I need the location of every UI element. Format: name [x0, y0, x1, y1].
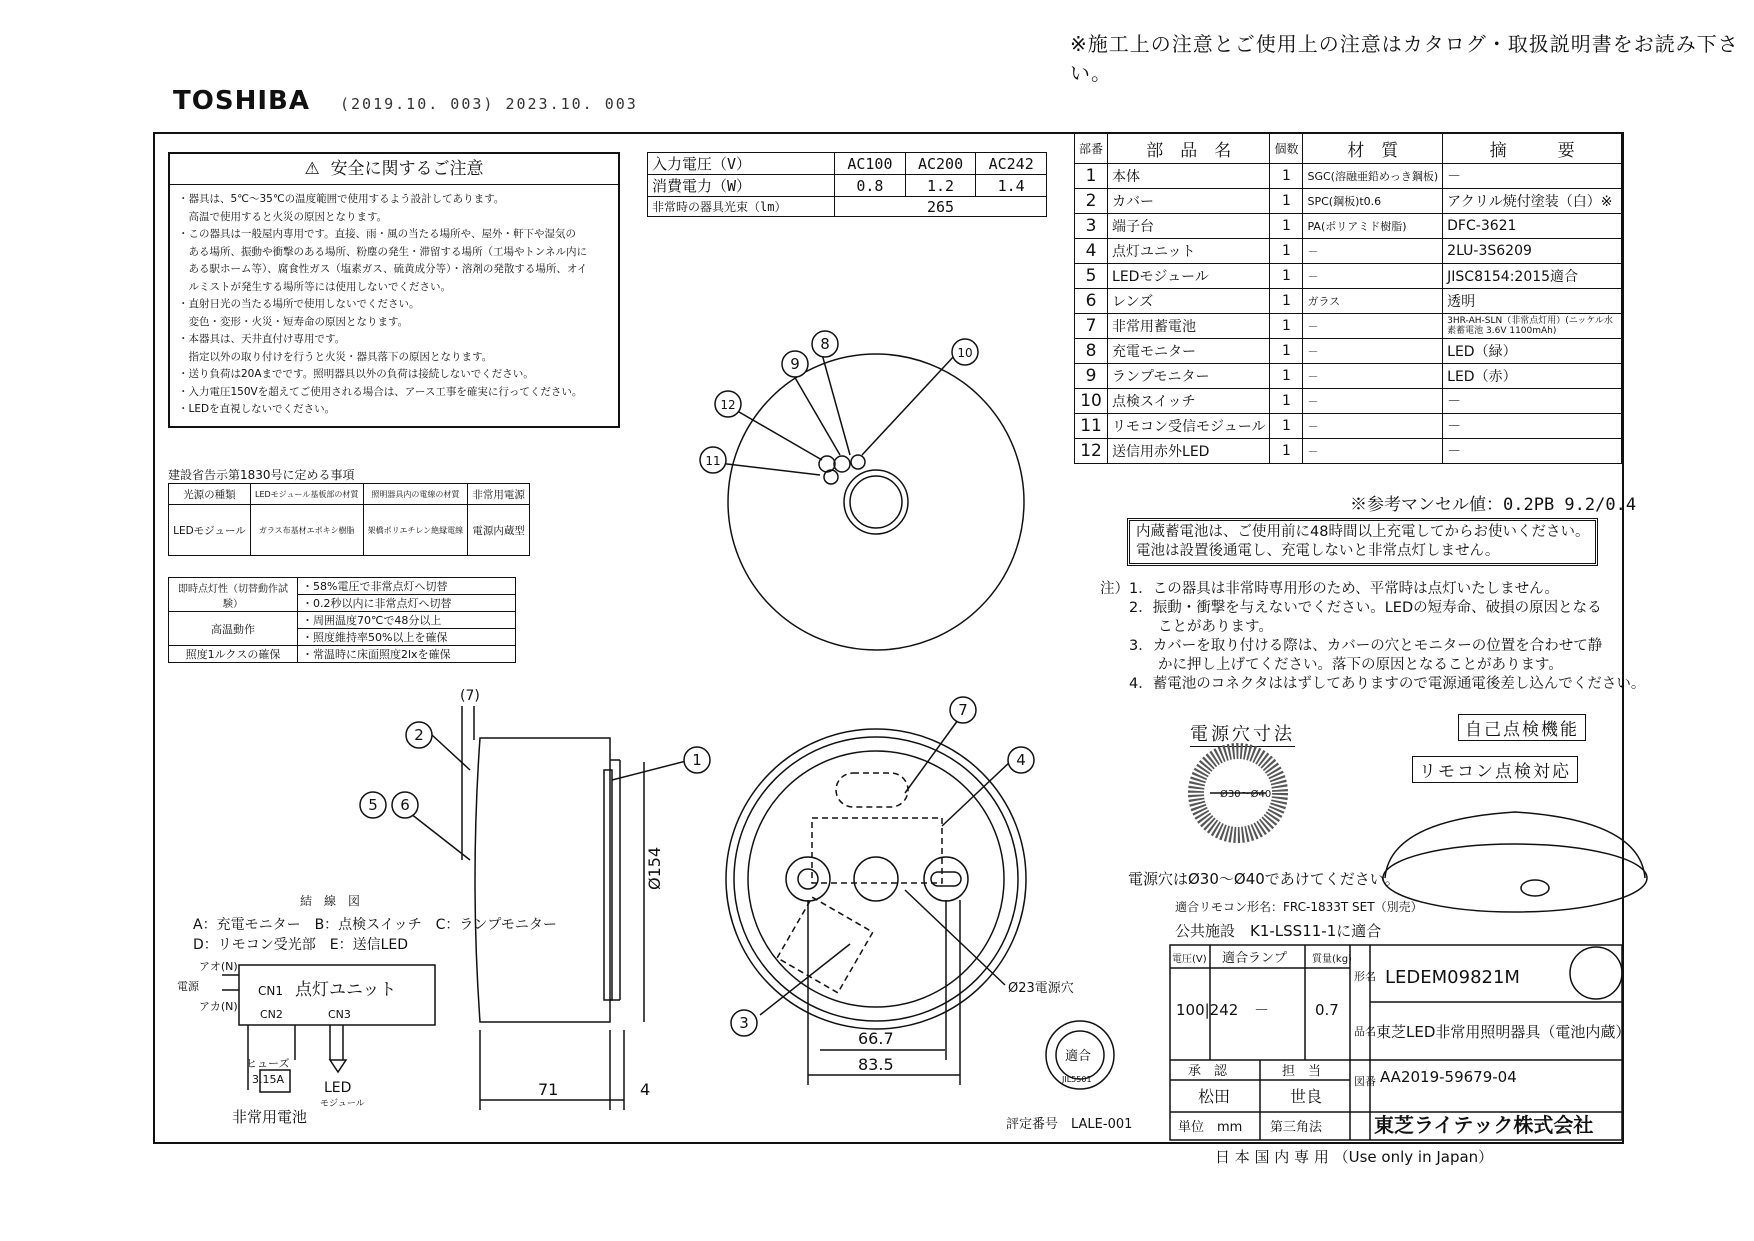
battery-notice: 内蔵蓄電池は、ご使用前に48時間以上充電してからお使いください。 電池は設置後通電し、充電しないと非常点灯しません。: [1127, 518, 1598, 566]
spec-row: 消費電力（W） 0.8 1.2 1.4: [648, 175, 1047, 197]
tb-unit: 単位 mm: [1178, 1120, 1243, 1135]
safety-line: ・送り負荷は20Aまでです。照明器具以外の負荷は接続しないでください。: [178, 368, 534, 380]
cert-ring: JIL5501: [1062, 1075, 1092, 1084]
callout-label-4: 4: [1016, 751, 1026, 769]
tb-charge: 担 当: [1282, 1064, 1322, 1079]
callout-label-2: 2: [414, 726, 424, 744]
tb-h-voltage: 電圧(V): [1172, 954, 1207, 965]
note-line: 2．振動・衝撃を与えないでください。LEDの短寿命、破損の原因となる: [1100, 600, 1602, 616]
callout-label-7: 7: [958, 701, 968, 719]
power-hole-note: 電源穴はØ30～Ø40であけてください。: [1128, 870, 1400, 888]
wire-source: 電源: [177, 980, 199, 993]
remote-model: 適合リモコン形名：FRC-1833T SET（別売）: [1175, 900, 1423, 914]
parts-row: 3 端子台 1 PA(ポリアミド樹脂) DFC-3621: [1075, 214, 1622, 239]
dim-7: (7): [460, 688, 480, 704]
safety-line: 変色・変形・火災・短寿命の原因となります。: [178, 315, 409, 328]
wire-fuse-rating: 3.15A: [252, 1073, 285, 1086]
dim-154: Ø154: [645, 846, 664, 890]
tb-h-lamp: 適合ランプ: [1222, 951, 1288, 966]
tb-voltage: 100|242: [1176, 1001, 1239, 1019]
public-standard: 公共施設 K1-LSS11-1に適合: [1175, 922, 1382, 940]
kijun-title: 建設省告示第1830号に定める事項: [168, 468, 355, 482]
callout-label-10: 10: [957, 346, 973, 360]
power-hole-range: Ø30～Ø40: [1220, 789, 1272, 800]
safety-line: 高温で使用すると火災の原因となります。: [178, 210, 388, 223]
wire-cn3: CN3: [328, 1008, 351, 1021]
safety-line: ・器具は、5℃～35℃の温度範囲で使用するよう設計してあります。: [178, 193, 505, 205]
safety-title: ⚠ 安全に関するご注意: [170, 154, 618, 185]
safety-line: ・本器具は、天井直付け専用です。: [178, 333, 346, 345]
tb-model-label: 形名: [1354, 970, 1376, 983]
parts-row: 8 充電モニター 1 － LED（緑）: [1075, 339, 1622, 364]
top-view-outer: [728, 354, 1024, 650]
tb-approve: 承 認: [1188, 1064, 1228, 1079]
tb-name-label: 品名: [1354, 1025, 1376, 1038]
note-line: 4．蓄電池のコネクタははずしてありますので電源通電後差し込んでください。: [1100, 676, 1646, 692]
tb-name: 東芝LED非常用照明器具（電池内蔵）: [1376, 1023, 1631, 1041]
callout-label-1: 1: [692, 751, 702, 769]
power-hole-title: 電源穴寸法: [1190, 720, 1295, 747]
tb-model: LEDEM09821M: [1385, 967, 1520, 988]
safety-line: ある場所、振動や衝撃のある場所、粉塵の発生・滞留する場所（工場やトンネル内に: [178, 245, 587, 258]
safety-line: ある駅ホーム等）、腐食性ガス（塩素ガス、硫黄成分等）・溶剤の発散する場所、オイ: [178, 263, 588, 275]
tb-drawing-label: 図番: [1354, 1075, 1376, 1088]
callout-group: [360, 331, 1034, 1036]
revision: (2019.10. 003) 2023.10. 003: [340, 95, 638, 113]
note-line: 注）1．この器具は非常時専用形のため、平常時は点灯いたしません。: [1100, 581, 1560, 597]
callout-label-9: 9: [790, 355, 800, 373]
parts-row: 4 点灯ユニット 1 － 2LU-3S6209: [1075, 239, 1622, 264]
note-line: かに押し上げてください。落下の原因となることがあります。: [1100, 657, 1563, 673]
safety-line: ・この器具は一般屋内専用です。直接、雨・風の当たる場所や、屋外・軒下や湿気の: [178, 228, 576, 240]
tb-approver: 松田: [1198, 1087, 1231, 1106]
safety-line: ・入力電圧150Vを超えてご使用される場合は、アース工事を確実に行ってください。: [178, 385, 583, 398]
kijun-table: 光源の種類 LEDモジュール基板部の材質 照明器具内の電線の材質 非常用電源 LEDモジュール ガラス布基材エポキシ樹脂 架橋ポリエチレン絶縁電線 電源内蔵型: [168, 483, 530, 556]
tb-h-mass: 質量(kg): [1312, 954, 1352, 965]
munsell-note: ※参考マンセル値：0.2PB 9.2/0.4: [1350, 495, 1637, 515]
parts-row: 1 本体 1 SGC(溶融亜鉛めっき鋼板) －: [1075, 164, 1622, 189]
wire-fuse: ヒューズ: [246, 1057, 290, 1070]
wire-led-sub: モジュール: [320, 1099, 365, 1109]
dim-83-5: 83.5: [858, 1055, 894, 1074]
wiring-legend-2: D：リモコン受光部 E：送信LED: [193, 937, 409, 953]
top-view-lens: [844, 470, 908, 534]
spec-row: 非常時の器具光束（lm） 265: [648, 197, 1047, 217]
tb-mass: 0.7: [1315, 1001, 1339, 1019]
brand-logo: TOSHIBA: [173, 86, 310, 116]
parts-row: 6 レンズ 1 ガラス 透明: [1075, 289, 1622, 314]
wire-led: LED: [324, 1080, 352, 1096]
parts-row: 12 送信用赤外LED 1 － －: [1075, 439, 1622, 464]
parts-row: 11 リモコン受信モジュール 1 － －: [1075, 414, 1622, 439]
safety-line: ・LEDを直視しないでください。: [178, 403, 336, 415]
safety-line: ルミストが発生する場所等には使用しないでください。: [178, 280, 451, 293]
tb-drawing: AA2019-59679-04: [1380, 1068, 1517, 1086]
warning-icon: ⚠: [304, 159, 320, 179]
hole-23: Ø23電源穴: [1008, 981, 1074, 996]
bottom-view-outer: [726, 729, 1026, 1029]
header-note: ※施工上の注意とご使用上の注意はカタログ・取扱説明書をお読み下さい。: [1070, 32, 1739, 85]
dim-66-7: 66.7: [858, 1029, 894, 1048]
callout-label-8: 8: [820, 335, 830, 353]
parts-row: 10 点検スイッチ 1 － －: [1075, 389, 1622, 414]
feature-self-check: 自己点検機能: [1458, 714, 1586, 741]
note-line: ことがあります。: [1100, 619, 1273, 635]
tb-lamp: －: [1254, 1001, 1270, 1019]
dim-71: 71: [538, 1080, 559, 1099]
wire-battery: 非常用電池: [232, 1108, 308, 1126]
tb-domestic: 日 本 国 内 専 用 （Use only in Japan）: [1215, 1148, 1494, 1166]
tb-projection: 第三角法: [1270, 1120, 1323, 1135]
parts-table: 部番 部 品 名 個数 材 質 摘 要 1 本体 1 SGC(溶融亜鉛めっき鋼板) － 2 カバー 1 SPC(鋼板)t0.6 アクリル焼付塗装（白）※ 3 端子台 1 PA(ポリアミド樹脂) DFC-3621 4 点灯ユニット 1 － 2LU-3S6209 5 LEDモジュール 1 － JISC8154:2015適合 6 レンズ 1 ガラス 透明 7 非常用蓄電池 1 － 3HR-AH-SLN（非常点灯用）(ニッケル水素蓄電池 3.6V 1100mAh) 8 充電モニター 1 － LED（緑） 9 ランプモニター 1 － LED（赤） 10 点検スイッチ 1 － － 11 リモコン受信モジュール 1 － － 12 送信用赤外LED 1 － －: [1074, 133, 1622, 464]
parts-row: 7 非常用蓄電池 1 － 3HR-AH-SLN（非常点灯用）(ニッケル水素蓄電池 3.6V 1100mAh): [1075, 314, 1622, 339]
wire-cn1: CN1: [258, 984, 283, 998]
dim-4: 4: [640, 1080, 651, 1099]
callout-label-12: 12: [720, 398, 736, 412]
safety-line: ・直射日光の当たる場所で使用しないでください。: [178, 298, 420, 310]
note-line: 3．カバーを取り付ける際は、カバーの穴とモニターの位置を合わせて静: [1100, 638, 1603, 654]
side-view-body: [475, 738, 610, 1022]
parts-row: 2 カバー 1 SPC(鋼板)t0.6 アクリル焼付塗装（白）※: [1075, 189, 1622, 214]
callout-label-11: 11: [705, 454, 721, 468]
wire-n: アオ(N): [199, 960, 238, 973]
cert-mark: 適合: [1065, 1049, 1092, 1064]
tb-person: 世良: [1290, 1087, 1323, 1106]
wire-unit: 点灯ユニット: [295, 980, 397, 1000]
wire-cn2: CN2: [260, 1008, 283, 1021]
parts-row: 5 LEDモジュール 1 － JISC8154:2015適合: [1075, 264, 1622, 289]
eval-number: 評定番号 LALE-001: [1006, 1117, 1133, 1132]
parts-row: 9 ランプモニター 1 － LED（赤）: [1075, 364, 1622, 389]
tb-company: 東芝ライテック株式会社: [1374, 1113, 1594, 1137]
spec-row: 入力電圧（V） AC100 AC200 AC242: [648, 153, 1047, 175]
callout-label-3: 3: [739, 1014, 749, 1032]
perf-table: 即時点灯性（切替動作試験） ・58%電圧で非常点灯へ切替 ・0.2秒以内に非常点灯へ切替 高温動作 ・周囲温度70℃で48分以上 ・照度維持率50%以上を確保 照度1ルクスの確保 ・常温時に床面照度2lxを確保: [168, 577, 516, 663]
callout-label-6: 6: [400, 796, 410, 814]
wire-l: アカ(N): [199, 1000, 238, 1013]
wiring-legend-1: A：充電モニター B：点検スイッチ C：ランプモニター: [193, 917, 557, 933]
feature-remote-check: リモコン点検対応: [1412, 756, 1578, 783]
wiring-title: 結 線 図: [300, 894, 361, 908]
safety-line: 指定以外の取り付けを行うと火災・器具落下の原因となります。: [178, 350, 493, 363]
callout-label-5: 5: [368, 796, 378, 814]
